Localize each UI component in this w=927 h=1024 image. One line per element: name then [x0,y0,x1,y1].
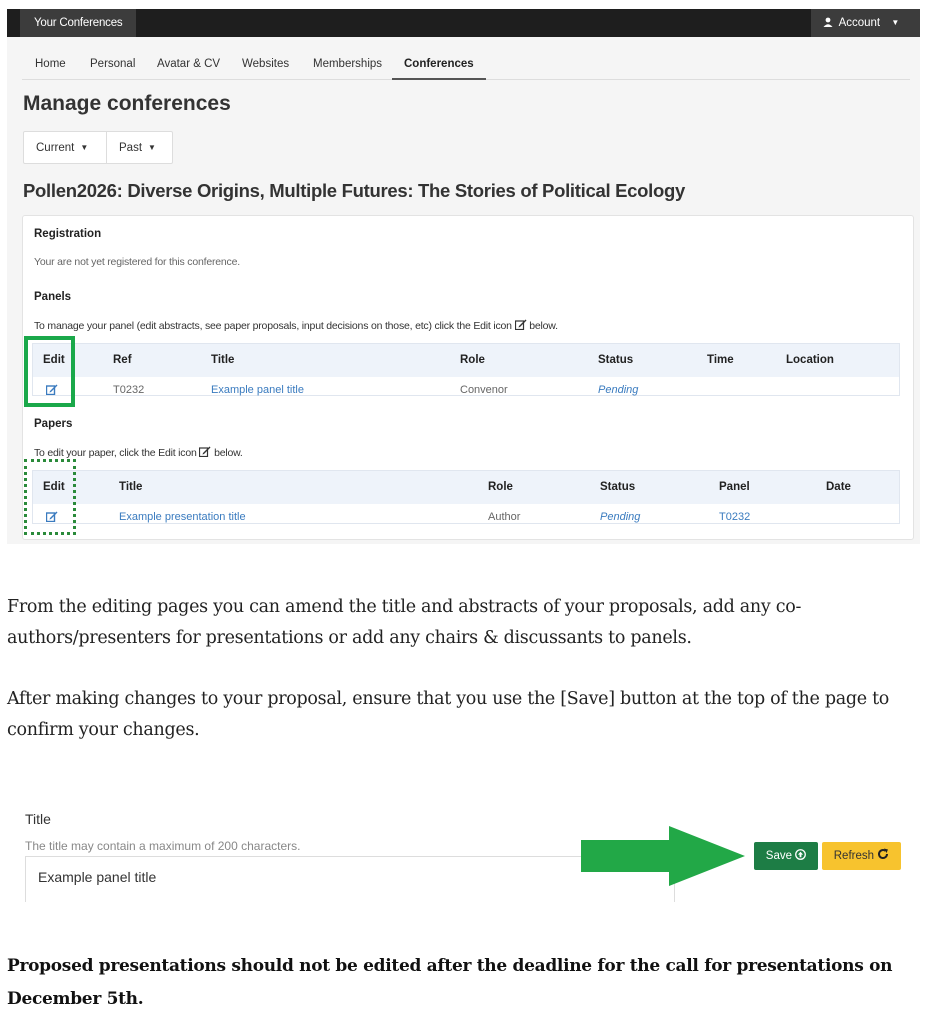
edit-highlight-box [24,336,75,407]
instruction-paragraph-1: From the editing pages you can amend the title and abstracts of your proposals, add any co-authors/presenters for presentations or add any chairs & discussants to panels. [7,597,802,648]
title-input[interactable] [25,856,675,902]
paper-status: Pending [600,511,641,523]
paper-panel-link[interactable]: T0232 [719,511,751,523]
registration-heading: Registration [34,228,102,240]
panels-instruction-text: To manage your panel (edit abstracts, see paper proposals, input decisions on those, etc) click the Edit icon [34,320,512,332]
panel-ref: T0232 [113,384,145,396]
save-label: Save [765,850,792,862]
conference-manager-screenshot [7,9,920,544]
title-form-screenshot [7,793,920,913]
current-dropdown[interactable] [36,132,88,163]
conference-panel [22,215,914,540]
panels-heading: Panels [34,291,72,303]
panel-role: Convenor [460,384,508,396]
current-label: Current [36,142,75,154]
refresh-icon [877,850,889,862]
papers-instruction-end: below. [214,447,243,459]
divider [106,132,107,163]
green-arrow-icon [581,826,751,886]
col-status: Status [598,354,634,366]
tab-conferences[interactable]: Conferences [392,52,486,80]
col-role: Role [460,354,485,366]
col-location: Location [786,354,834,366]
papers-heading: Papers [34,418,73,430]
edit-icon [515,319,527,330]
col-edit: Edit [43,481,65,493]
panels-instruction-end: below. [529,320,558,332]
tab-avatar-cv[interactable]: Avatar & CV [157,58,221,70]
papers-instruction-text: To edit your paper, click the Edit icon [34,447,197,459]
past-label: Past [119,142,143,154]
papers-instruction [34,446,243,459]
col-date: Date [826,481,851,493]
nav-tabs [22,52,910,80]
caret-down-icon: ▼ [891,18,900,27]
conference-title: Pollen2026: Diverse Origins, Multiple Futures: The Stories of Political Ecology [23,180,685,201]
tab-home[interactable]: Home [35,58,66,70]
col-status: Status [600,481,636,493]
account-label: Account [838,17,881,29]
deadline-notice: Proposed presentations should not be edited after the deadline for the call for presentations on December 5th. [7,956,893,1009]
tab-websites[interactable]: Websites [242,58,290,70]
tab-personal[interactable]: Personal [90,58,136,70]
panels-table [32,343,900,396]
save-button[interactable] [754,842,818,870]
page-title: Manage conferences [23,92,231,115]
papers-table-header [33,471,899,504]
edit-icon [199,446,211,457]
brand-link[interactable]: Your Conferences [20,9,136,37]
refresh-label: Refresh [833,850,875,862]
papers-table [32,470,900,524]
col-title: Title [119,481,143,493]
caret-down-icon: ▼ [80,143,89,152]
filter-button-group [23,131,173,164]
title-label: Title [25,811,51,827]
col-panel: Panel [719,481,750,493]
panel-title-link[interactable]: Example panel title [211,384,304,396]
panel-status: Pending [598,384,639,396]
save-circle-icon [795,850,806,862]
refresh-button[interactable] [822,842,901,870]
instruction-paragraph-2: After making changes to your proposal, ensure that you use the [Save] button at the top of the page to confirm your changes. [7,689,890,740]
paper-role: Author [488,511,521,523]
past-dropdown[interactable] [119,132,156,163]
panels-table-header [33,344,899,377]
col-time: Time [707,354,734,366]
account-menu[interactable] [811,9,920,37]
col-role: Role [488,481,513,493]
paper-title-link[interactable]: Example presentation title [119,511,246,523]
col-title: Title [211,354,235,366]
registration-text: Your are not yet registered for this conference. [34,256,240,268]
col-edit: Edit [43,354,65,366]
caret-down-icon: ▼ [148,143,156,152]
edit-highlight-dotted-box [24,459,76,535]
title-value: Example panel title [38,869,157,885]
col-ref: Ref [113,354,132,366]
top-navbar [7,9,920,37]
panels-instruction [34,319,558,332]
user-icon [823,10,833,38]
tab-memberships[interactable]: Memberships [313,58,383,70]
title-help-text: The title may contain a maximum of 200 characters. [25,839,301,853]
